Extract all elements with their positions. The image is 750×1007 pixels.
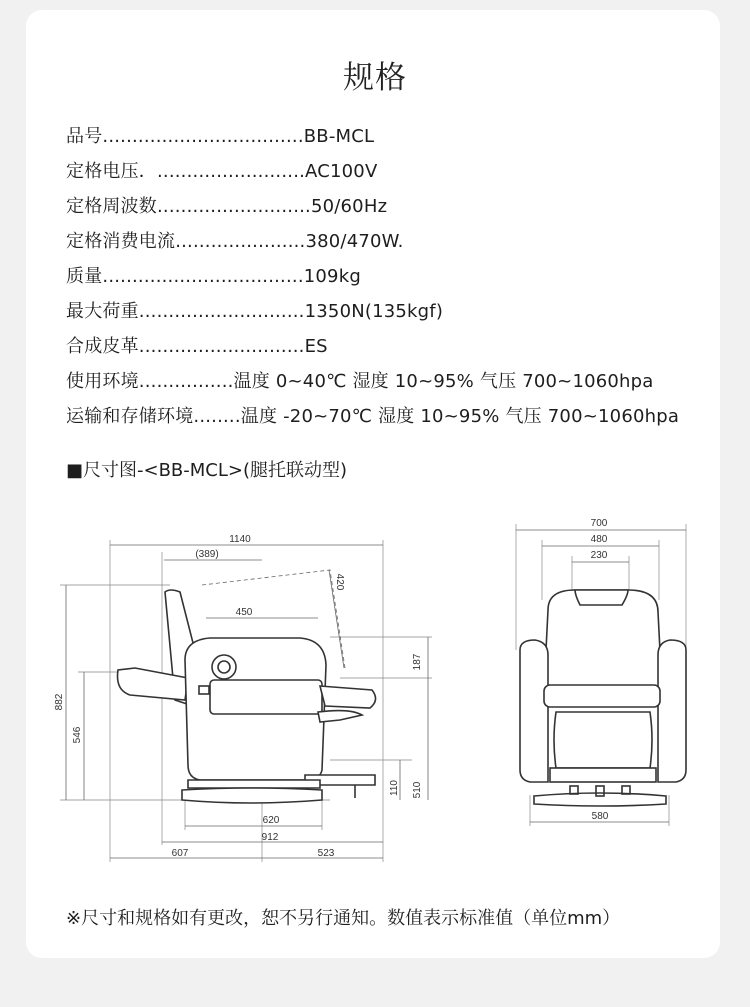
- spec-operating-environment: 使用环境................温度 0~40℃ 湿度 10~95% 气压 700~1060hpa: [66, 371, 654, 392]
- dim-front-length-label: 607: [171, 848, 189, 859]
- dim-recline-depth-label: 420: [334, 573, 345, 591]
- footnote: ※尺寸和规格如有更改，恕不另行通知。数值表示标准值（单位mm）: [66, 908, 621, 929]
- dim-front-inner-width-label: 480: [590, 534, 608, 545]
- front-view-drawing: [516, 524, 686, 826]
- spec-max-load: 最大荷重............................1350N(135kgf): [66, 301, 444, 322]
- side-view-drawing: [60, 540, 432, 862]
- dim-seat-depth-label: 450: [235, 607, 253, 618]
- section-title-dimensions: ■尺寸图-<BB-MCL>(腿托联动型): [66, 460, 348, 481]
- dim-base-width-label: 620: [262, 815, 280, 826]
- dim-footrest-height-label: 510: [412, 781, 423, 799]
- spec-synthetic-leather: 合成皮革............................ES: [66, 336, 328, 357]
- spec-weight: 质量..................................109kg: [66, 266, 361, 287]
- spec-rated-frequency: 定格周波数..........................50/60Hz: [66, 196, 388, 217]
- spec-model: 品号..................................BB-MCL: [66, 126, 375, 147]
- dim-seat-height-label: 546: [72, 726, 83, 744]
- spec-storage-environment: 运输和存储环境........温度 -20~70℃ 湿度 10~95% 气压 700~1060hpa: [66, 406, 680, 427]
- dim-total-length-label: 912: [261, 832, 279, 843]
- dim-backrest-offset-label: (389): [195, 549, 219, 560]
- dim-overall-width-label: 1140: [229, 534, 251, 545]
- dim-front-overall-width-label: 700: [590, 518, 608, 529]
- page-title: 规格: [343, 60, 407, 96]
- dim-overall-height-label: 882: [54, 693, 65, 711]
- dim-front-base-width-label: 580: [591, 811, 609, 822]
- dim-rear-length-label: 523: [317, 848, 335, 859]
- dim-footrest-step-label: 110: [389, 780, 400, 796]
- spec-rated-voltage: 定格电压．.........................AC100V: [66, 161, 378, 182]
- dim-front-headrest-width-label: 230: [590, 550, 608, 561]
- dim-armrest-height-label: 187: [412, 653, 423, 671]
- spec-power-consumption: 定格消费电流......................380/470W.: [66, 231, 404, 252]
